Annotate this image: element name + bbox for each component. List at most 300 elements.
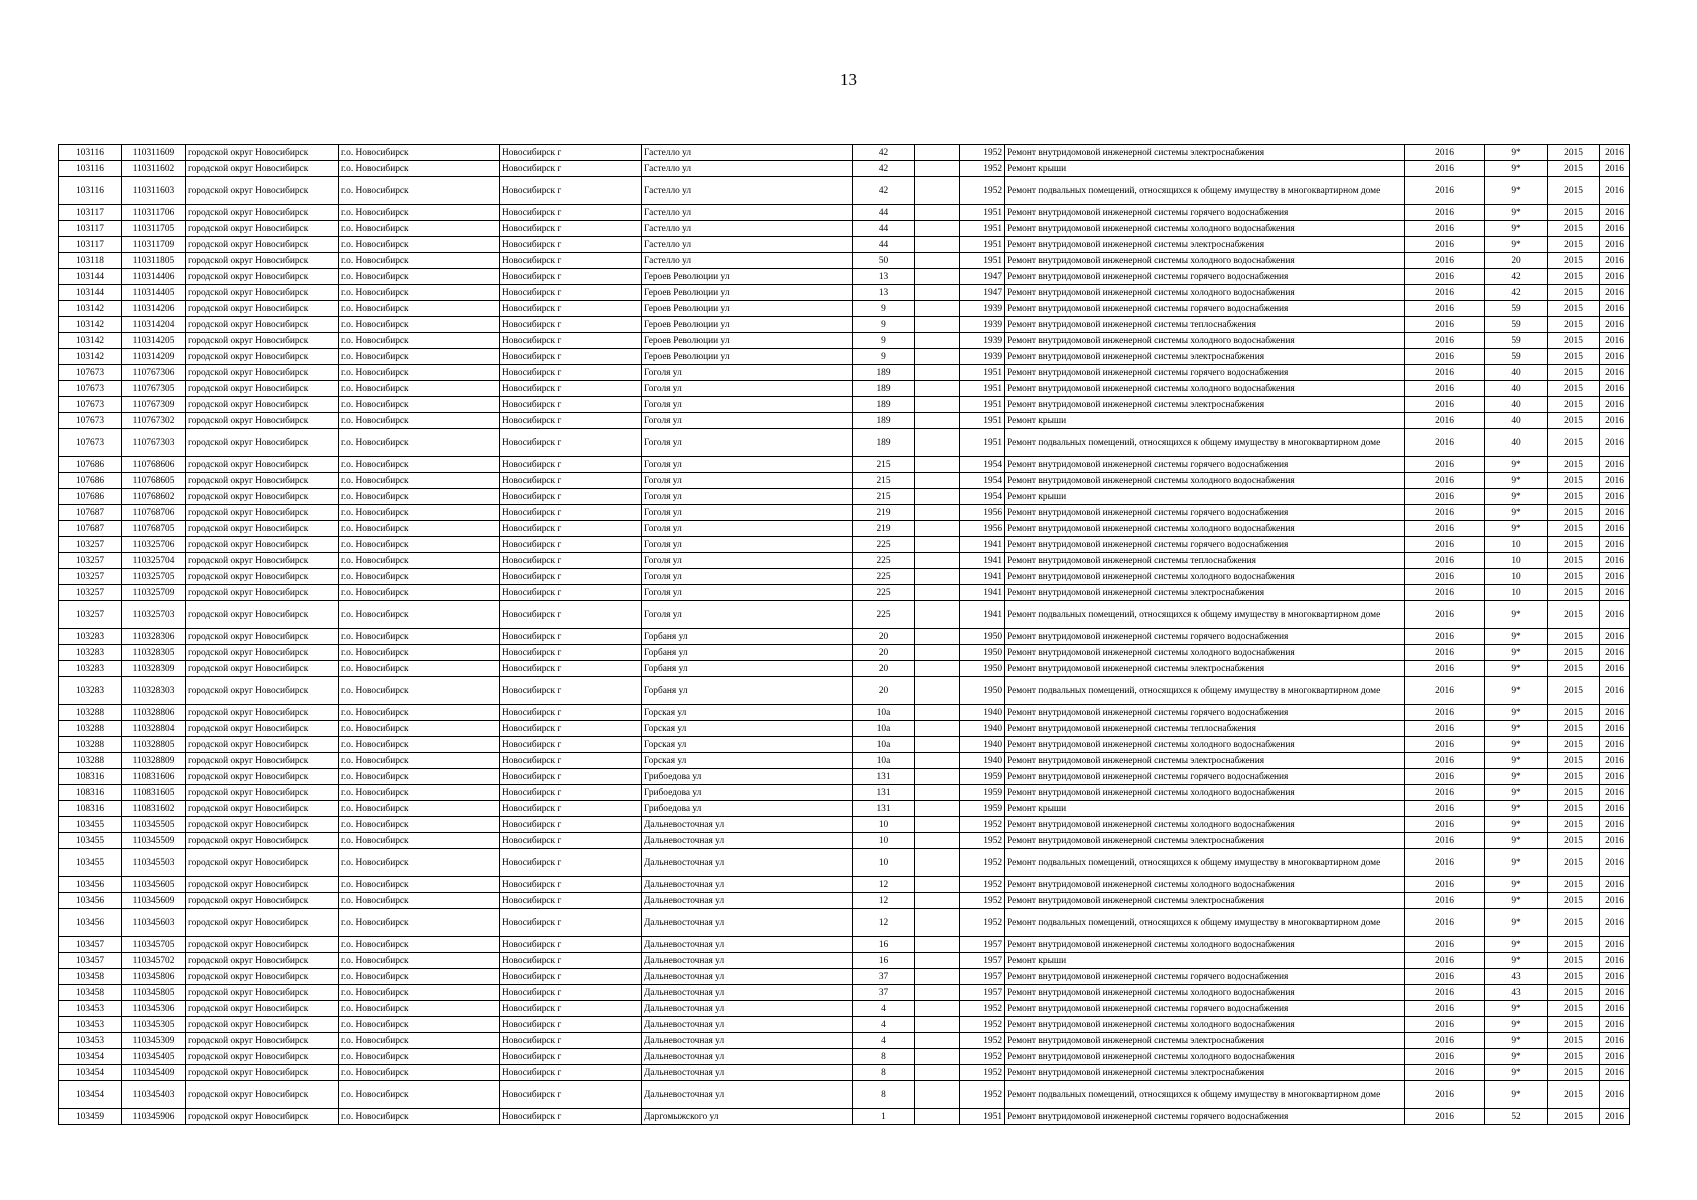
cell-locality: Новосибирск г [500, 505, 642, 521]
cell-end-year: 2016 [1600, 285, 1630, 301]
cell-work-id: 110325706 [122, 537, 186, 553]
table-row [59, 849, 1630, 877]
cell-municipal-formation: г.о. Новосибирск [339, 817, 500, 833]
cell-work-type: Ремонт внутридомовой инженерной системы электроснабжения [1005, 1033, 1405, 1049]
cell-house-number: 37 [853, 969, 915, 985]
cell-municipal-district: городской округ Новосибирск [186, 253, 339, 269]
cell-municipal-formation: г.о. Новосибирск [339, 1001, 500, 1017]
cell-work-id: 110767302 [122, 413, 186, 429]
cell-street: Дальневосточная ул [642, 849, 853, 877]
cell-municipal-district: городской округ Новосибирск [186, 205, 339, 221]
cell-street: Гастелло ул [642, 145, 853, 161]
cell-house-number: 4 [853, 1001, 915, 1017]
cell-floors: 40 [1485, 429, 1548, 457]
table-row [59, 1033, 1630, 1049]
cell-house-number: 44 [853, 237, 915, 253]
cell-plan-year: 2016 [1405, 205, 1485, 221]
cell-year-built: 1947 [960, 285, 1005, 301]
cell-start-year: 2015 [1548, 801, 1600, 817]
cell-plan-year: 2016 [1405, 753, 1485, 769]
table-row [59, 161, 1630, 177]
cell-building [915, 817, 960, 833]
cell-building [915, 349, 960, 365]
cell-building [915, 969, 960, 985]
cell-plan-year: 2016 [1405, 953, 1485, 969]
cell-locality: Новосибирск г [500, 161, 642, 177]
cell-floors: 9* [1485, 833, 1548, 849]
cell-building [915, 585, 960, 601]
cell-house-id: 103257 [59, 601, 122, 629]
cell-work-type: Ремонт внутридомовой инженерной системы холодного водоснабжения [1005, 473, 1405, 489]
cell-street: Гоголя ул [642, 381, 853, 397]
cell-floors: 9* [1485, 645, 1548, 661]
cell-work-type: Ремонт крыши [1005, 161, 1405, 177]
cell-municipal-formation: г.о. Новосибирск [339, 645, 500, 661]
table-row [59, 817, 1630, 833]
cell-locality: Новосибирск г [500, 909, 642, 937]
cell-municipal-formation: г.о. Новосибирск [339, 333, 500, 349]
table-row [59, 661, 1630, 677]
cell-floors: 59 [1485, 333, 1548, 349]
cell-start-year: 2015 [1548, 1017, 1600, 1033]
cell-house-number: 16 [853, 937, 915, 953]
cell-street: Гоголя ул [642, 473, 853, 489]
cell-work-id: 110345806 [122, 969, 186, 985]
cell-start-year: 2015 [1548, 737, 1600, 753]
cell-municipal-district: городской округ Новосибирск [186, 1017, 339, 1033]
cell-work-id: 110345309 [122, 1033, 186, 1049]
cell-work-id: 110768606 [122, 457, 186, 473]
cell-work-id: 110328804 [122, 721, 186, 737]
cell-municipal-formation: г.о. Новосибирск [339, 629, 500, 645]
cell-locality: Новосибирск г [500, 333, 642, 349]
cell-locality: Новосибирск г [500, 893, 642, 909]
cell-work-id: 110314209 [122, 349, 186, 365]
cell-work-id: 110328306 [122, 629, 186, 645]
cell-work-type: Ремонт внутридомовой инженерной системы холодного водоснабжения [1005, 877, 1405, 893]
cell-house-number: 10 [853, 817, 915, 833]
cell-street: Дальневосточная ул [642, 937, 853, 953]
cell-start-year: 2015 [1548, 521, 1600, 537]
cell-street: Горбаня ул [642, 629, 853, 645]
cell-municipal-district: городской округ Новосибирск [186, 909, 339, 937]
cell-house-number: 131 [853, 785, 915, 801]
cell-street: Гоголя ул [642, 553, 853, 569]
cell-plan-year: 2016 [1405, 1049, 1485, 1065]
table-row [59, 909, 1630, 937]
cell-floors: 40 [1485, 413, 1548, 429]
cell-plan-year: 2016 [1405, 769, 1485, 785]
cell-building [915, 753, 960, 769]
cell-start-year: 2015 [1548, 893, 1600, 909]
cell-street: Дальневосточная ул [642, 909, 853, 937]
cell-start-year: 2015 [1548, 953, 1600, 969]
table-row [59, 285, 1630, 301]
cell-work-id: 110328806 [122, 705, 186, 721]
cell-work-id: 110345305 [122, 1017, 186, 1033]
cell-municipal-district: городской округ Новосибирск [186, 1001, 339, 1017]
cell-house-number: 189 [853, 381, 915, 397]
cell-work-id: 110314205 [122, 333, 186, 349]
cell-end-year: 2016 [1600, 753, 1630, 769]
cell-year-built: 1956 [960, 505, 1005, 521]
cell-locality: Новосибирск г [500, 937, 642, 953]
cell-end-year: 2016 [1600, 833, 1630, 849]
cell-building [915, 333, 960, 349]
cell-end-year: 2016 [1600, 177, 1630, 205]
cell-work-type: Ремонт внутридомовой инженерной системы теплоснабжения [1005, 553, 1405, 569]
cell-building [915, 301, 960, 317]
cell-work-type: Ремонт внутридомовой инженерной системы электроснабжения [1005, 833, 1405, 849]
cell-street: Гастелло ул [642, 205, 853, 221]
cell-street: Гоголя ул [642, 505, 853, 521]
cell-year-built: 1952 [960, 161, 1005, 177]
cell-end-year: 2016 [1600, 161, 1630, 177]
cell-house-id: 107673 [59, 365, 122, 381]
table-row [59, 177, 1630, 205]
cell-end-year: 2016 [1600, 1017, 1630, 1033]
cell-plan-year: 2016 [1405, 569, 1485, 585]
cell-municipal-formation: г.о. Новосибирск [339, 1081, 500, 1109]
cell-start-year: 2015 [1548, 1049, 1600, 1065]
cell-start-year: 2015 [1548, 985, 1600, 1001]
cell-house-id: 103257 [59, 585, 122, 601]
cell-floors: 10 [1485, 553, 1548, 569]
cell-work-id: 110311609 [122, 145, 186, 161]
cell-work-id: 110345403 [122, 1081, 186, 1109]
cell-municipal-district: городской округ Новосибирск [186, 333, 339, 349]
cell-year-built: 1951 [960, 381, 1005, 397]
cell-start-year: 2015 [1548, 429, 1600, 457]
cell-year-built: 1951 [960, 397, 1005, 413]
cell-work-id: 110345702 [122, 953, 186, 969]
cell-locality: Новосибирск г [500, 953, 642, 969]
cell-locality: Новосибирск г [500, 1049, 642, 1065]
cell-start-year: 2015 [1548, 333, 1600, 349]
cell-municipal-district: городской округ Новосибирск [186, 317, 339, 333]
cell-municipal-formation: г.о. Новосибирск [339, 1049, 500, 1065]
cell-year-built: 1950 [960, 629, 1005, 645]
cell-municipal-district: городской округ Новосибирск [186, 1065, 339, 1081]
cell-end-year: 2016 [1600, 301, 1630, 317]
cell-house-number: 215 [853, 457, 915, 473]
cell-work-type: Ремонт крыши [1005, 953, 1405, 969]
cell-end-year: 2016 [1600, 937, 1630, 953]
cell-end-year: 2016 [1600, 397, 1630, 413]
cell-end-year: 2016 [1600, 317, 1630, 333]
cell-year-built: 1957 [960, 953, 1005, 969]
cell-end-year: 2016 [1600, 505, 1630, 521]
table-row [59, 1081, 1630, 1109]
cell-street: Гоголя ул [642, 429, 853, 457]
cell-municipal-district: городской округ Новосибирск [186, 721, 339, 737]
table-row [59, 489, 1630, 505]
cell-building [915, 833, 960, 849]
cell-street: Горская ул [642, 737, 853, 753]
cell-street: Героев Революции ул [642, 349, 853, 365]
table-row [59, 365, 1630, 381]
cell-start-year: 2015 [1548, 969, 1600, 985]
cell-municipal-district: городской округ Новосибирск [186, 269, 339, 285]
cell-work-type: Ремонт внутридомовой инженерной системы горячего водоснабжения [1005, 505, 1405, 521]
cell-locality: Новосибирск г [500, 489, 642, 505]
cell-plan-year: 2016 [1405, 601, 1485, 629]
cell-year-built: 1959 [960, 769, 1005, 785]
cell-start-year: 2015 [1548, 677, 1600, 705]
cell-house-number: 9 [853, 301, 915, 317]
cell-floors: 9* [1485, 953, 1548, 969]
cell-building [915, 677, 960, 705]
cell-start-year: 2015 [1548, 785, 1600, 801]
cell-work-type: Ремонт подвальных помещений, относящихся к общему имуществу в многоквартирном доме [1005, 429, 1405, 457]
table-row [59, 413, 1630, 429]
cell-year-built: 1954 [960, 457, 1005, 473]
cell-year-built: 1940 [960, 705, 1005, 721]
cell-work-type: Ремонт внутридомовой инженерной системы горячего водоснабжения [1005, 269, 1405, 285]
cell-street: Дальневосточная ул [642, 893, 853, 909]
cell-street: Горская ул [642, 705, 853, 721]
cell-floors: 59 [1485, 317, 1548, 333]
cell-street: Героев Революции ул [642, 285, 853, 301]
cell-floors: 43 [1485, 969, 1548, 985]
cell-locality: Новосибирск г [500, 585, 642, 601]
cell-plan-year: 2016 [1405, 645, 1485, 661]
cell-municipal-formation: г.о. Новосибирск [339, 177, 500, 205]
cell-municipal-formation: г.о. Новосибирск [339, 569, 500, 585]
cell-work-id: 110325709 [122, 585, 186, 601]
cell-house-id: 103142 [59, 349, 122, 365]
cell-municipal-district: городской округ Новосибирск [186, 985, 339, 1001]
cell-house-number: 16 [853, 953, 915, 969]
cell-municipal-formation: г.о. Новосибирск [339, 301, 500, 317]
cell-work-type: Ремонт внутридомовой инженерной системы электроснабжения [1005, 753, 1405, 769]
cell-locality: Новосибирск г [500, 601, 642, 629]
cell-plan-year: 2016 [1405, 1065, 1485, 1081]
cell-end-year: 2016 [1600, 893, 1630, 909]
cell-municipal-district: городской округ Новосибирск [186, 769, 339, 785]
cell-year-built: 1947 [960, 269, 1005, 285]
cell-year-built: 1941 [960, 601, 1005, 629]
cell-municipal-district: городской округ Новосибирск [186, 953, 339, 969]
cell-year-built: 1941 [960, 585, 1005, 601]
cell-locality: Новосибирск г [500, 645, 642, 661]
cell-work-id: 110345405 [122, 1049, 186, 1065]
cell-municipal-district: городской округ Новосибирск [186, 521, 339, 537]
table-row [59, 1109, 1630, 1125]
cell-locality: Новосибирск г [500, 237, 642, 253]
cell-municipal-formation: г.о. Новосибирск [339, 849, 500, 877]
cell-house-id: 103454 [59, 1049, 122, 1065]
cell-locality: Новосибирск г [500, 301, 642, 317]
cell-building [915, 537, 960, 553]
cell-house-id: 107673 [59, 413, 122, 429]
cell-floors: 10 [1485, 585, 1548, 601]
cell-house-number: 225 [853, 553, 915, 569]
cell-end-year: 2016 [1600, 705, 1630, 721]
cell-house-id: 103288 [59, 753, 122, 769]
cell-floors: 9* [1485, 937, 1548, 953]
table-row [59, 521, 1630, 537]
cell-municipal-district: городской округ Новосибирск [186, 1033, 339, 1049]
cell-work-type: Ремонт внутридомовой инженерной системы электроснабжения [1005, 237, 1405, 253]
cell-plan-year: 2016 [1405, 629, 1485, 645]
cell-building [915, 221, 960, 237]
cell-floors: 20 [1485, 253, 1548, 269]
cell-plan-year: 2016 [1405, 301, 1485, 317]
table-row [59, 601, 1630, 629]
cell-work-id: 110345705 [122, 937, 186, 953]
cell-building [915, 1065, 960, 1081]
cell-street: Дальневосточная ул [642, 833, 853, 849]
cell-floors: 40 [1485, 397, 1548, 413]
cell-house-number: 10а [853, 705, 915, 721]
cell-work-type: Ремонт внутридомовой инженерной системы холодного водоснабжения [1005, 381, 1405, 397]
cell-locality: Новосибирск г [500, 833, 642, 849]
table-row [59, 1065, 1630, 1081]
cell-start-year: 2015 [1548, 937, 1600, 953]
cell-house-id: 103458 [59, 985, 122, 1001]
cell-locality: Новосибирск г [500, 285, 642, 301]
cell-municipal-district: городской округ Новосибирск [186, 413, 339, 429]
cell-building [915, 457, 960, 473]
cell-year-built: 1957 [960, 937, 1005, 953]
cell-plan-year: 2016 [1405, 381, 1485, 397]
cell-locality: Новосибирск г [500, 661, 642, 677]
cell-floors: 9* [1485, 161, 1548, 177]
cell-street: Гоголя ул [642, 397, 853, 413]
cell-street: Героев Революции ул [642, 317, 853, 333]
cell-municipal-formation: г.о. Новосибирск [339, 349, 500, 365]
cell-work-id: 110831606 [122, 769, 186, 785]
cell-street: Гастелло ул [642, 237, 853, 253]
cell-municipal-district: городской округ Новосибирск [186, 301, 339, 317]
cell-plan-year: 2016 [1405, 985, 1485, 1001]
cell-building [915, 429, 960, 457]
table-row [59, 705, 1630, 721]
cell-locality: Новосибирск г [500, 537, 642, 553]
cell-house-number: 12 [853, 893, 915, 909]
cell-house-number: 225 [853, 537, 915, 553]
table-row [59, 569, 1630, 585]
cell-year-built: 1952 [960, 849, 1005, 877]
cell-plan-year: 2016 [1405, 317, 1485, 333]
cell-house-id: 103457 [59, 953, 122, 969]
cell-building [915, 877, 960, 893]
cell-house-id: 103283 [59, 645, 122, 661]
cell-locality: Новосибирск г [500, 985, 642, 1001]
cell-floors: 9* [1485, 601, 1548, 629]
cell-street: Гоголя ул [642, 601, 853, 629]
cell-year-built: 1952 [960, 1065, 1005, 1081]
cell-work-id: 110345805 [122, 985, 186, 1001]
cell-building [915, 177, 960, 205]
table-row [59, 721, 1630, 737]
cell-work-type: Ремонт внутридомовой инженерной системы электроснабжения [1005, 1065, 1405, 1081]
cell-work-type: Ремонт внутридомовой инженерной системы холодного водоснабжения [1005, 985, 1405, 1001]
cell-locality: Новосибирск г [500, 457, 642, 473]
cell-floors: 43 [1485, 985, 1548, 1001]
cell-locality: Новосибирск г [500, 349, 642, 365]
cell-house-number: 225 [853, 585, 915, 601]
cell-plan-year: 2016 [1405, 177, 1485, 205]
cell-locality: Новосибирск г [500, 205, 642, 221]
cell-end-year: 2016 [1600, 785, 1630, 801]
cell-year-built: 1952 [960, 817, 1005, 833]
cell-house-id: 103117 [59, 221, 122, 237]
cell-building [915, 237, 960, 253]
cell-municipal-district: городской округ Новосибирск [186, 969, 339, 985]
cell-building [915, 521, 960, 537]
cell-end-year: 2016 [1600, 521, 1630, 537]
cell-work-id: 110831602 [122, 801, 186, 817]
cell-plan-year: 2016 [1405, 1017, 1485, 1033]
cell-building [915, 505, 960, 521]
cell-start-year: 2015 [1548, 221, 1600, 237]
cell-work-type: Ремонт внутридомовой инженерной системы горячего водоснабжения [1005, 705, 1405, 721]
cell-work-id: 110311603 [122, 177, 186, 205]
cell-start-year: 2015 [1548, 1081, 1600, 1109]
cell-house-number: 42 [853, 177, 915, 205]
cell-end-year: 2016 [1600, 1109, 1630, 1125]
cell-year-built: 1950 [960, 661, 1005, 677]
cell-building [915, 937, 960, 953]
cell-work-type: Ремонт внутридомовой инженерной системы холодного водоснабжения [1005, 937, 1405, 953]
cell-locality: Новосибирск г [500, 1065, 642, 1081]
cell-floors: 9* [1485, 817, 1548, 833]
cell-end-year: 2016 [1600, 601, 1630, 629]
cell-start-year: 2015 [1548, 145, 1600, 161]
cell-start-year: 2015 [1548, 661, 1600, 677]
cell-municipal-district: городской округ Новосибирск [186, 629, 339, 645]
cell-locality: Новосибирск г [500, 381, 642, 397]
cell-locality: Новосибирск г [500, 397, 642, 413]
cell-street: Героев Революции ул [642, 333, 853, 349]
cell-floors: 9* [1485, 877, 1548, 893]
cell-floors: 9* [1485, 661, 1548, 677]
table-row [59, 429, 1630, 457]
cell-work-type: Ремонт внутридомовой инженерной системы электроснабжения [1005, 893, 1405, 909]
cell-building [915, 1081, 960, 1109]
cell-end-year: 2016 [1600, 645, 1630, 661]
cell-plan-year: 2016 [1405, 413, 1485, 429]
cell-plan-year: 2016 [1405, 661, 1485, 677]
cell-work-id: 110345605 [122, 877, 186, 893]
cell-floors: 9* [1485, 1033, 1548, 1049]
cell-municipal-formation: г.о. Новосибирск [339, 769, 500, 785]
cell-building [915, 145, 960, 161]
cell-year-built: 1951 [960, 221, 1005, 237]
cell-house-id: 103257 [59, 553, 122, 569]
cell-start-year: 2015 [1548, 833, 1600, 849]
cell-start-year: 2015 [1548, 1001, 1600, 1017]
cell-house-id: 103456 [59, 909, 122, 937]
cell-work-type: Ремонт внутридомовой инженерной системы холодного водоснабжения [1005, 737, 1405, 753]
cell-year-built: 1939 [960, 317, 1005, 333]
cell-locality: Новосибирск г [500, 969, 642, 985]
cell-plan-year: 2016 [1405, 269, 1485, 285]
cell-house-number: 219 [853, 521, 915, 537]
cell-municipal-district: городской округ Новосибирск [186, 817, 339, 833]
cell-municipal-formation: г.о. Новосибирск [339, 489, 500, 505]
cell-building [915, 705, 960, 721]
cell-house-id: 103456 [59, 877, 122, 893]
cell-floors: 9* [1485, 1065, 1548, 1081]
cell-end-year: 2016 [1600, 1081, 1630, 1109]
cell-end-year: 2016 [1600, 489, 1630, 505]
cell-municipal-district: городской округ Новосибирск [186, 785, 339, 801]
cell-start-year: 2015 [1548, 553, 1600, 569]
cell-municipal-district: городской округ Новосибирск [186, 237, 339, 253]
